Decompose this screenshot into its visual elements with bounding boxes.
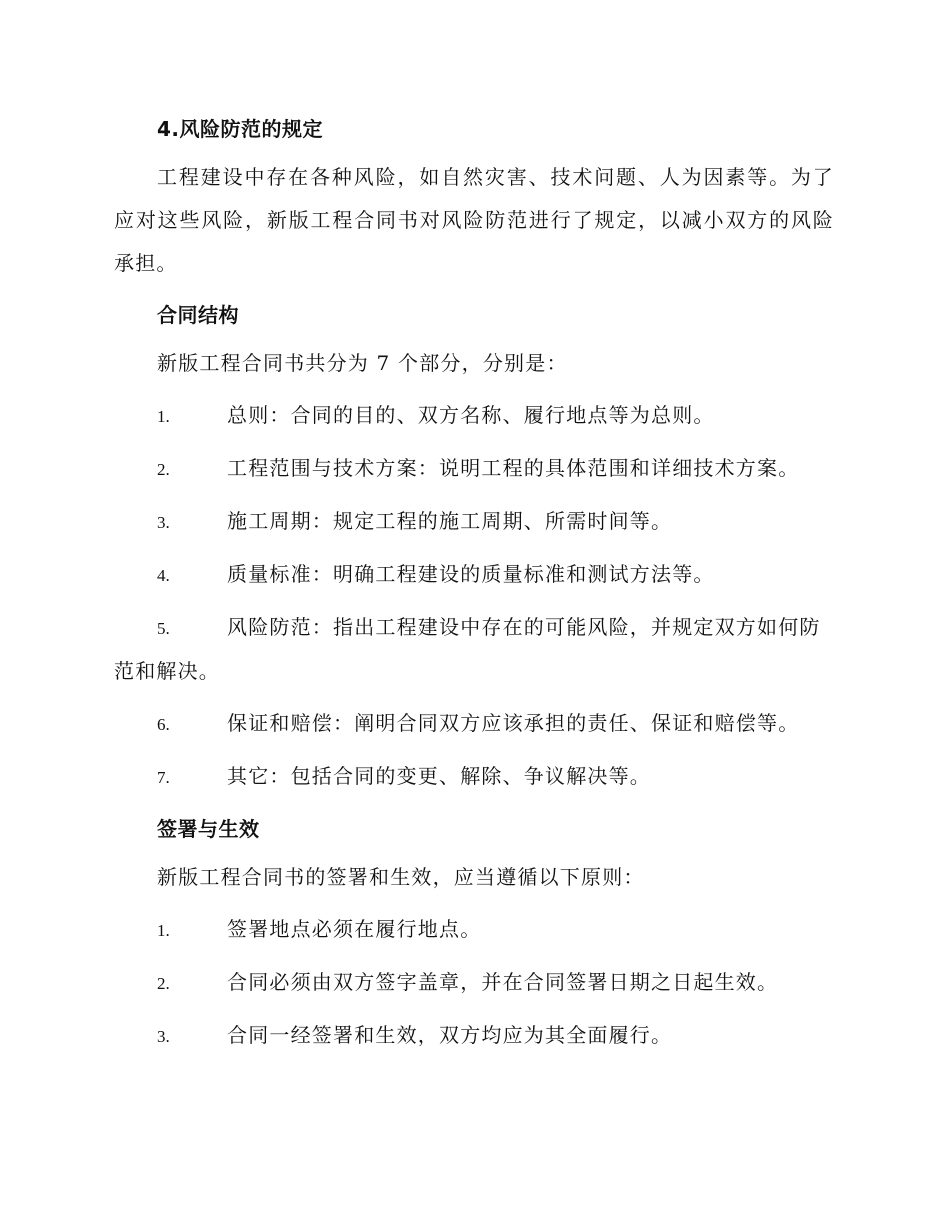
list-item [114, 908, 834, 952]
list-item [114, 394, 834, 438]
list-number: 5. [157, 619, 170, 638]
section-heading: 签署与生效 [157, 817, 260, 841]
document-body [114, 108, 834, 1067]
list-text: 合同必须由双方签字盖章，并在合同签署日期之日起生效。 [227, 970, 779, 994]
section-heading: 合同结构 [157, 303, 239, 327]
list-number: 3. [157, 1027, 170, 1046]
section-intro: 新版工程合同书的签署和生效，应当遵循以下原则： [157, 865, 645, 889]
list-number: 2. [157, 974, 170, 993]
list-number: 6. [157, 715, 170, 734]
list-item [114, 961, 834, 1005]
list-number: 4. [157, 566, 170, 585]
section-intro: 新版工程合同书共分为 7 个部分，分别是： [157, 351, 568, 375]
list-item [114, 1014, 834, 1058]
list-text: 合同一经签署和生效，双方均应为其全面履行。 [227, 1023, 673, 1047]
list-text: 风险防范：指出工程建设中存在的可能风险，并规定双方如何防范和解决。 [114, 615, 821, 683]
list-item [114, 702, 834, 746]
list-text: 其它：包括合同的变更、解除、争议解决等。 [227, 764, 651, 788]
paragraph: 工程建设中存在各种风险，如自然灾害、技术问题、人为因素等。为了应对这些风险，新版工程合同书对风险防范进行了规定，以减小双方的风险承担。 [114, 165, 834, 275]
list-item [114, 606, 834, 693]
list-number: 1. [157, 921, 170, 940]
list-item [114, 553, 834, 597]
list-text: 工程范围与技术方案：说明工程的具体范围和详细技术方案。 [227, 456, 800, 480]
list-item [114, 755, 834, 799]
list-item [114, 500, 834, 544]
list-text: 保证和赔偿：阐明合同双方应该承担的责任、保证和赔偿等。 [227, 711, 800, 735]
list-item [114, 447, 834, 491]
list-text: 签署地点必须在履行地点。 [227, 917, 482, 941]
list-number: 1. [157, 407, 170, 426]
section-contract-structure [114, 294, 834, 799]
section-risk-prevention [114, 108, 834, 285]
section-heading: 4.风险防范的规定 [157, 117, 324, 141]
list-text: 质量标准：明确工程建设的质量标准和测试方法等。 [227, 562, 715, 586]
list-text: 施工周期：规定工程的施工周期、所需时间等。 [227, 509, 673, 533]
list-number: 3. [157, 513, 170, 532]
list-number: 7. [157, 768, 170, 787]
list-text: 总则：合同的目的、双方名称、履行地点等为总则。 [227, 403, 715, 427]
section-signing-and-effect [114, 808, 834, 1058]
list-number: 2. [157, 460, 170, 479]
